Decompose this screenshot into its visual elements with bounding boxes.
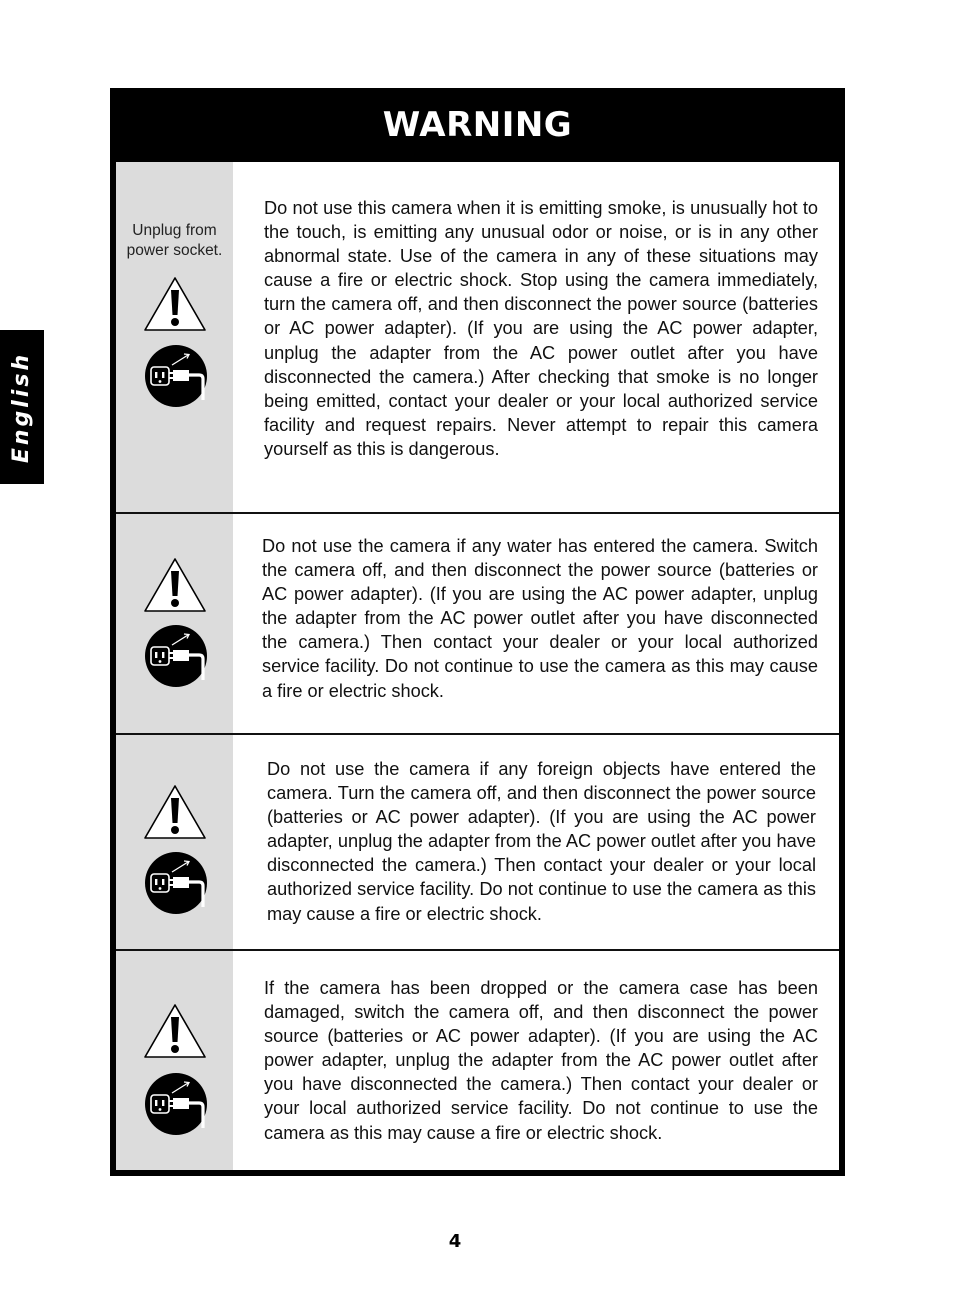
- icon-column: [116, 162, 233, 512]
- warning-triangle-icon: [142, 783, 208, 841]
- warning-text: Do not use the camera if any foreign objects have entered the camera. Turn the camera off, and then disconnect the power source (batteries or AC power adapter). (If you are using the AC power adapter, unplug the adapter from the AC power outlet after you have disconnected the camera.) Then contact your dealer or your local authorized service facility. Do not continue to use the camera as this may cause a fire or electric shock.: [267, 759, 816, 924]
- warning-title: WARNING: [382, 105, 573, 145]
- warning-item: [116, 162, 839, 514]
- warning-triangle-icon: [142, 1002, 208, 1060]
- warning-item: [116, 514, 839, 735]
- unplug-icon: [144, 624, 208, 688]
- unplug-icon: [144, 1072, 208, 1136]
- warning-text: Do not use the camera if any water has entered the camera. Switch the camera off, and then disconnect the power source (batteries or AC power adapter). (If you are using the AC power adapter, unplug the adapter from the AC power outlet after you have disconnected the camera.) Then contact your dealer or your local authorized service facility. Do not continue to use the camera as this may cause a fire or electric shock.: [262, 536, 818, 701]
- unplug-icon: [144, 344, 208, 408]
- icon-column: [116, 951, 233, 1170]
- page-number: 4: [448, 1231, 462, 1252]
- warning-item: [116, 951, 839, 1170]
- warning-box: [110, 88, 845, 1176]
- warning-text: If the camera has been dropped or the camera case has been damaged, switch the camera off, and then disconnect the power source (batteries or AC power adapter). (If you are using the AC power adapter, unplug the adapter from the AC power outlet after you have disconnected the camera.) Then contact your dealer or your local authorized service facility. Do not continue to use the camera as this may cause a fire or electric shock.: [264, 978, 818, 1143]
- unplug-note-line: power socket.: [126, 242, 223, 259]
- icon-column: [116, 735, 233, 949]
- warning-triangle-icon: [142, 556, 208, 614]
- unplug-note-line: Unplug from: [132, 222, 217, 239]
- warning-triangle-icon: [142, 275, 208, 333]
- icon-column: [116, 514, 233, 733]
- warning-body: [116, 162, 839, 1170]
- warning-text: Do not use this camera when it is emitting smoke, is unusually hot to the touch, is emitting any unusual odor or noise, or is in any other abnormal state. Use of the camera in any of these situations may cause a fire or electric shock. Stop using the camera immediately, turn the camera off, and then disconnect the power source (batteries or AC power adapter). (If you are using the AC power adapter, unplug the adapter from the AC power outlet after you have disconnected the camera.) After checking that smoke is no longer being emitted, contact your dealer or your local authorized service facility and request repairs. Never attempt to repair this camera yourself as this is dangerous.: [264, 198, 818, 459]
- unplug-note: [116, 221, 233, 261]
- language-label: English: [9, 351, 35, 463]
- unplug-icon: [144, 851, 208, 915]
- warning-item: [116, 735, 839, 951]
- language-side-tab: [0, 330, 44, 484]
